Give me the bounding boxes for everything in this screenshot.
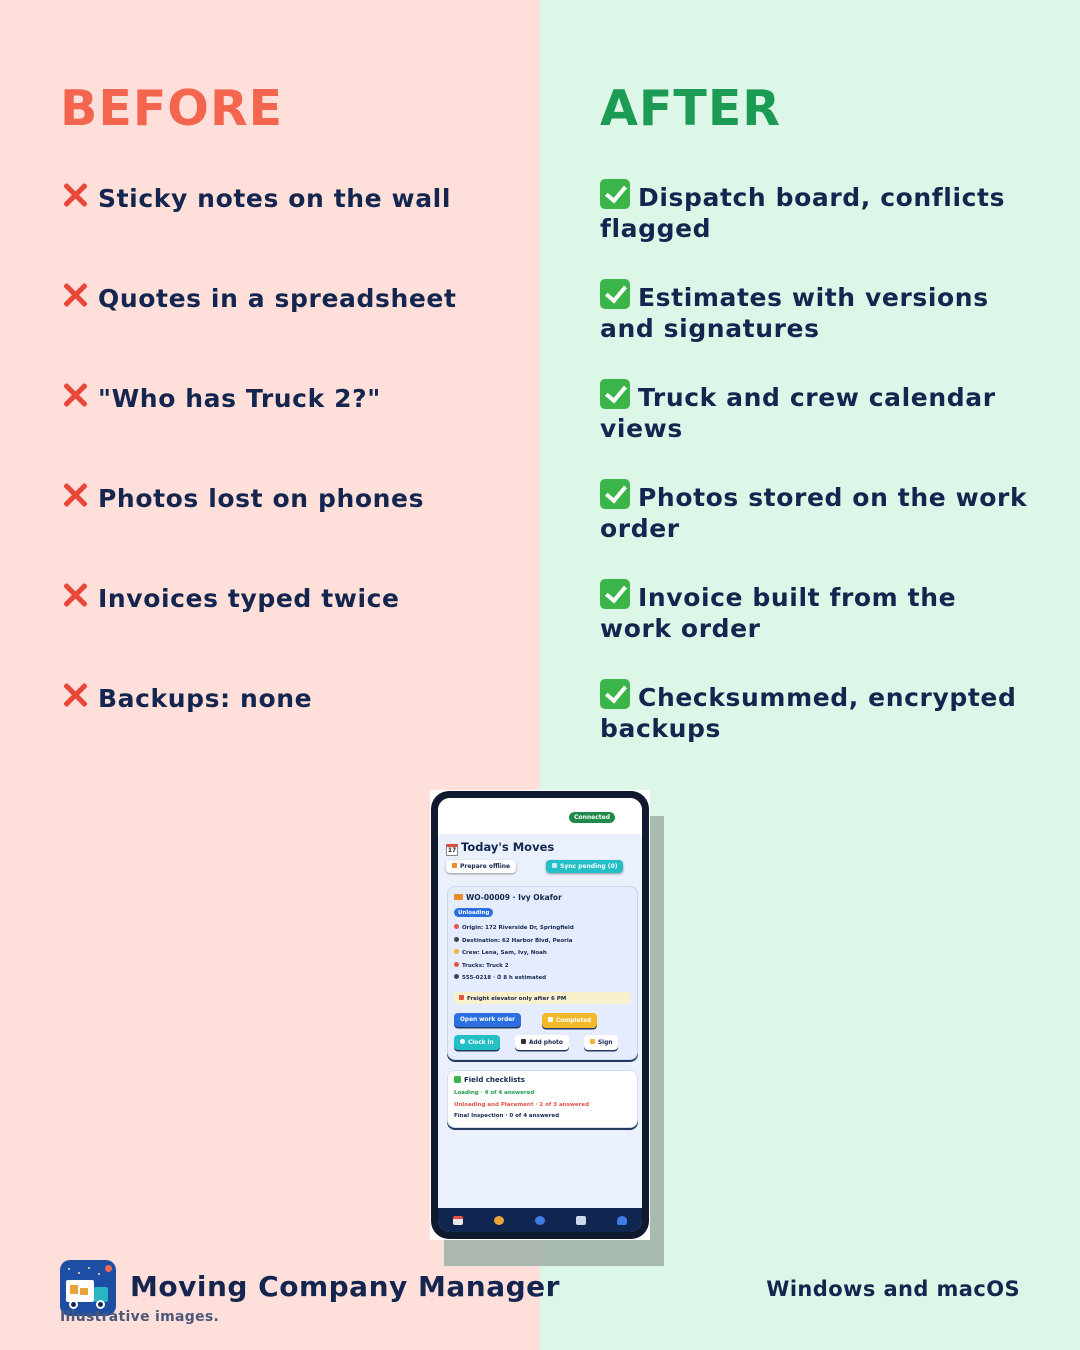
connected-badge: Connected [569, 812, 615, 823]
phone-mockup [431, 791, 649, 1239]
crew-icon [454, 949, 459, 954]
open-work-order-button[interactable]: Open work order [454, 1013, 521, 1027]
app-name: Moving Company Manager [130, 1270, 560, 1303]
user-icon[interactable] [617, 1216, 627, 1225]
after-item: Invoice built from the work order [600, 579, 1030, 644]
cross-icon [60, 380, 90, 410]
compass-icon[interactable] [494, 1216, 504, 1225]
sign-button[interactable]: Sign [584, 1035, 618, 1050]
calendar-icon[interactable] [453, 1216, 463, 1225]
checklists-card[interactable] [447, 1070, 638, 1128]
origin-text: Origin: 172 Riverside Dr, Springfield [454, 924, 574, 931]
after-item: Dispatch board, conflicts flagged [600, 179, 1030, 244]
pushpin-icon [459, 995, 464, 1000]
before-heading: BEFORE [60, 80, 284, 137]
before-item: Photos lost on phones [60, 480, 530, 514]
screen-title: 17 Today's Moves [447, 840, 555, 854]
check-icon [600, 379, 630, 409]
completed-button[interactable]: Completed [542, 1013, 597, 1028]
destination-text: Destination: 62 Harbor Blvd, Peoria [454, 937, 572, 944]
camera-icon [521, 1039, 526, 1044]
cross-icon [60, 680, 90, 710]
before-item: Sticky notes on the wall [60, 180, 530, 214]
flag-icon [454, 937, 459, 942]
cross-icon [60, 180, 90, 210]
platforms-text: Windows and macOS [766, 1277, 1020, 1301]
checklist-item[interactable]: Unloading and Placement · 2 of 3 answered [454, 1101, 590, 1108]
check-icon [454, 1076, 461, 1083]
after-heading: AFTER [600, 80, 782, 137]
after-item: Estimates with versions and signatures [600, 279, 1030, 344]
status-bar [438, 798, 642, 834]
job-note: Freight elevator only after 6 PM [454, 992, 631, 1004]
disclaimer: Illustrative images. [60, 1309, 220, 1325]
checklists-title: Field checklists [454, 1076, 525, 1084]
card-title: WO-00009 · Ivy Okafor [454, 893, 562, 902]
before-item: Quotes in a spreadsheet [60, 280, 530, 314]
move-card[interactable] [447, 886, 638, 1060]
calendar-icon: 17 [446, 844, 458, 856]
prepare-offline-button[interactable]: Prepare offline [446, 860, 516, 873]
phone-estimate-text: 555-0218 · ⏱ 8 h estimated [454, 974, 546, 982]
cross-icon [60, 580, 90, 610]
after-item: Photos stored on the work order [600, 479, 1030, 544]
check-icon [600, 279, 630, 309]
check-icon [600, 479, 630, 509]
clock-icon [460, 1039, 465, 1044]
clock-in-button[interactable]: Clock in [454, 1035, 500, 1050]
people-icon[interactable] [535, 1216, 545, 1225]
pin-icon [454, 924, 459, 929]
arrow-icon [548, 1017, 553, 1022]
before-item: "Who has Truck 2?" [60, 380, 530, 414]
sync-icon [552, 863, 557, 868]
download-icon [452, 863, 457, 868]
pen-icon [590, 1039, 595, 1044]
after-item: Truck and crew calendar views [600, 379, 1030, 444]
trucks-text: Trucks: Truck 2 [454, 962, 509, 969]
checklist-item[interactable]: Final Inspection · 0 of 4 answered [454, 1113, 560, 1119]
truck-icon [454, 894, 463, 900]
phone-icon [454, 974, 459, 979]
check-icon [600, 579, 630, 609]
cross-icon [60, 280, 90, 310]
cross-icon [60, 480, 90, 510]
after-item: Checksummed, encrypted backups [600, 679, 1030, 744]
sync-pending-button[interactable]: Sync pending (0) [546, 860, 623, 873]
checklist-item[interactable]: Loading · 4 of 4 answered [454, 1090, 535, 1096]
status-badge: Unloading [454, 908, 493, 917]
before-item: Backups: none [60, 680, 530, 714]
add-photo-button[interactable]: Add photo [515, 1035, 569, 1050]
check-icon [600, 679, 630, 709]
app-logo [60, 1260, 116, 1316]
before-item: Invoices typed twice [60, 580, 530, 614]
check-icon [600, 179, 630, 209]
receipt-icon[interactable] [576, 1216, 586, 1225]
bottom-nav [438, 1208, 642, 1232]
phone-screen [438, 798, 642, 1232]
crew-text: Crew: Lena, Sam, Ivy, Noah [454, 949, 547, 956]
truck-small-icon [454, 962, 459, 967]
